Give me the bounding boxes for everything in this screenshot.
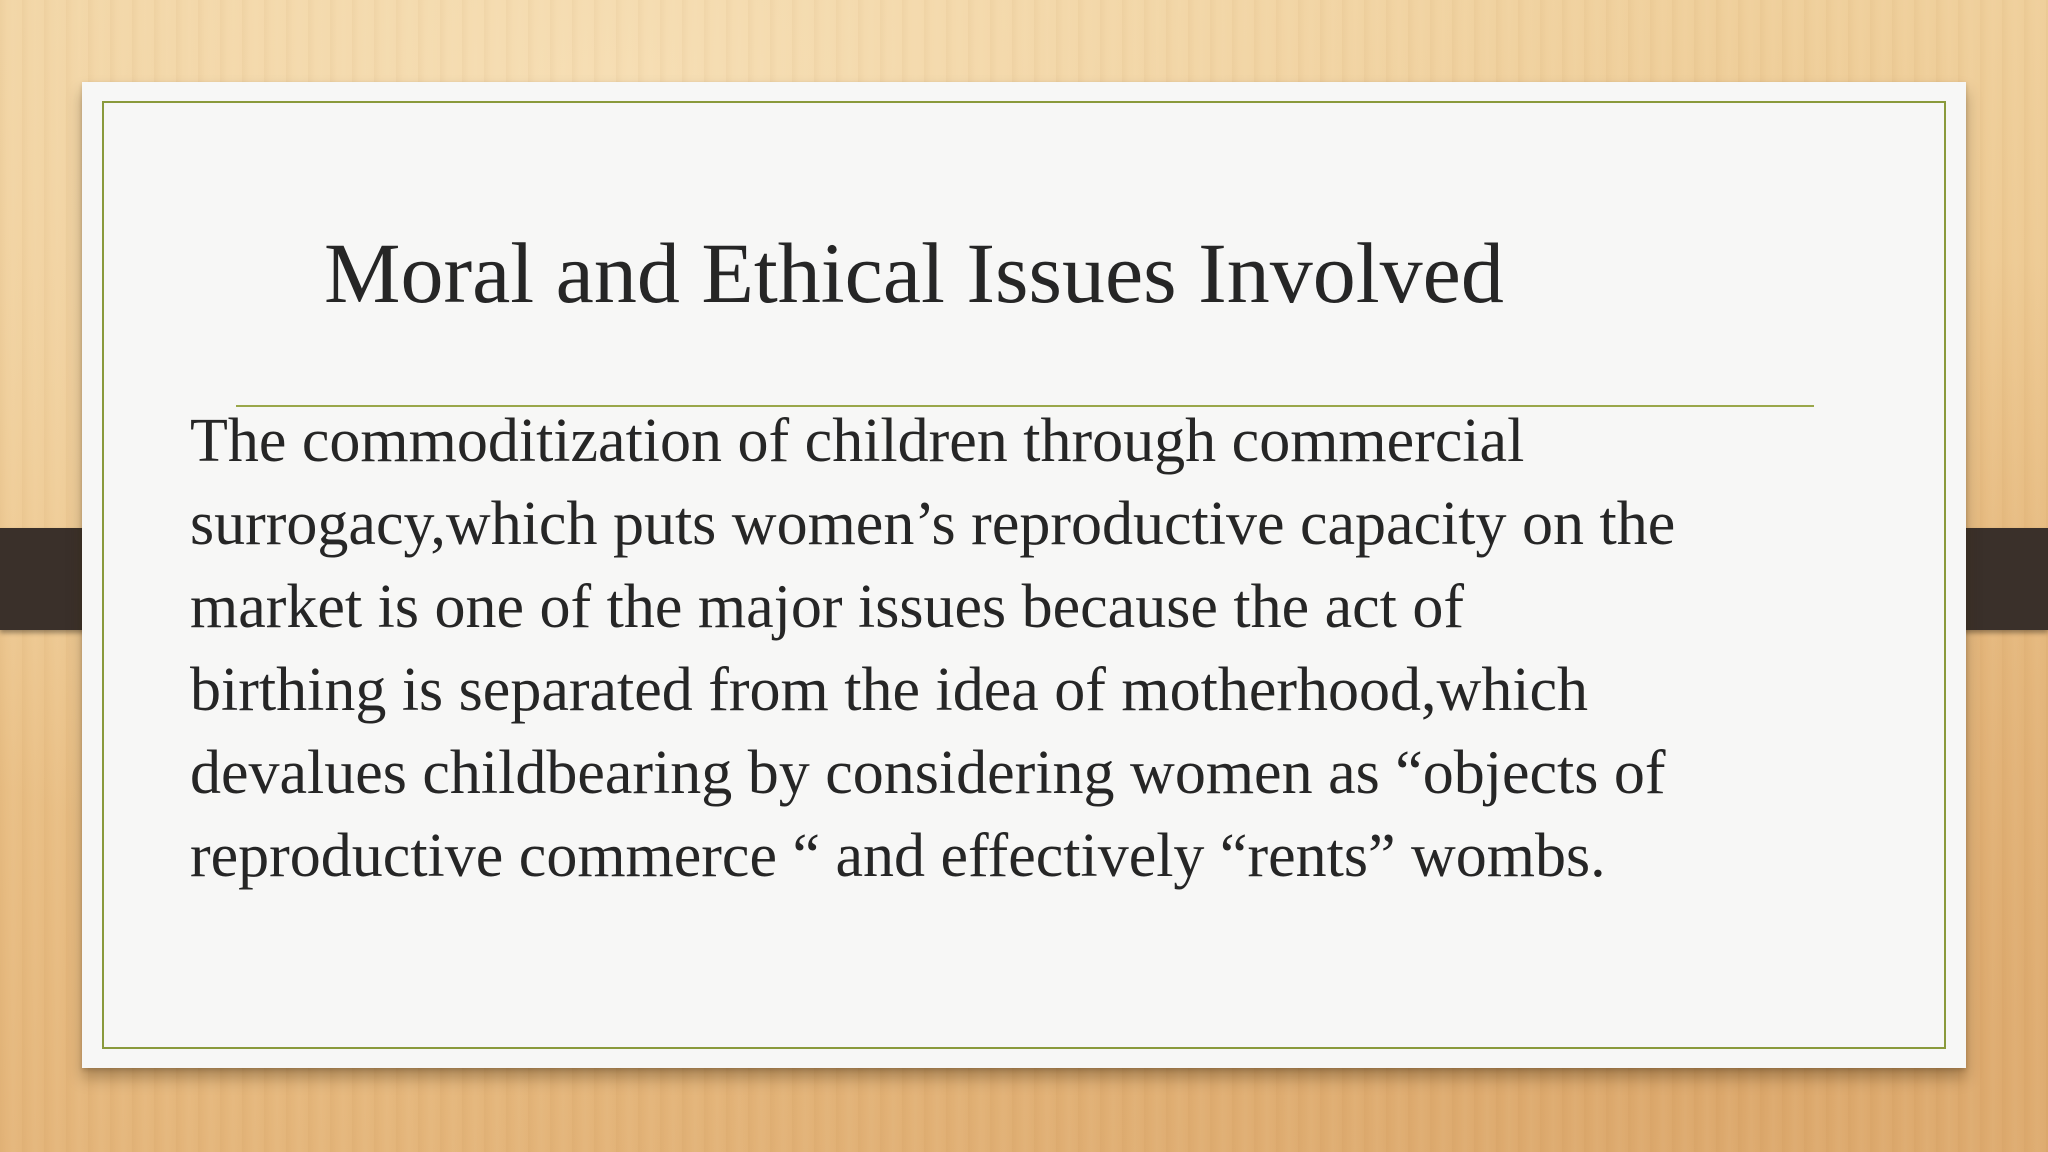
body-line: devalues childbearing by considering women as “objects of [190,739,1666,807]
body-line: surrogacy,which puts women’s reproductive capacity on the [190,490,1676,558]
body-line: market is one of the major issues because the act of [190,573,1464,641]
body-line: birthing is separated from the idea of motherhood,which [190,656,1589,724]
slide-title: Moral and Ethical Issues Involved [324,225,1504,321]
body-line: The commoditization of children through commercial [190,407,1525,475]
slide-body-text [190,400,1830,898]
body-line: reproductive commerce “ and effectively “rents” wombs. [190,822,1606,890]
